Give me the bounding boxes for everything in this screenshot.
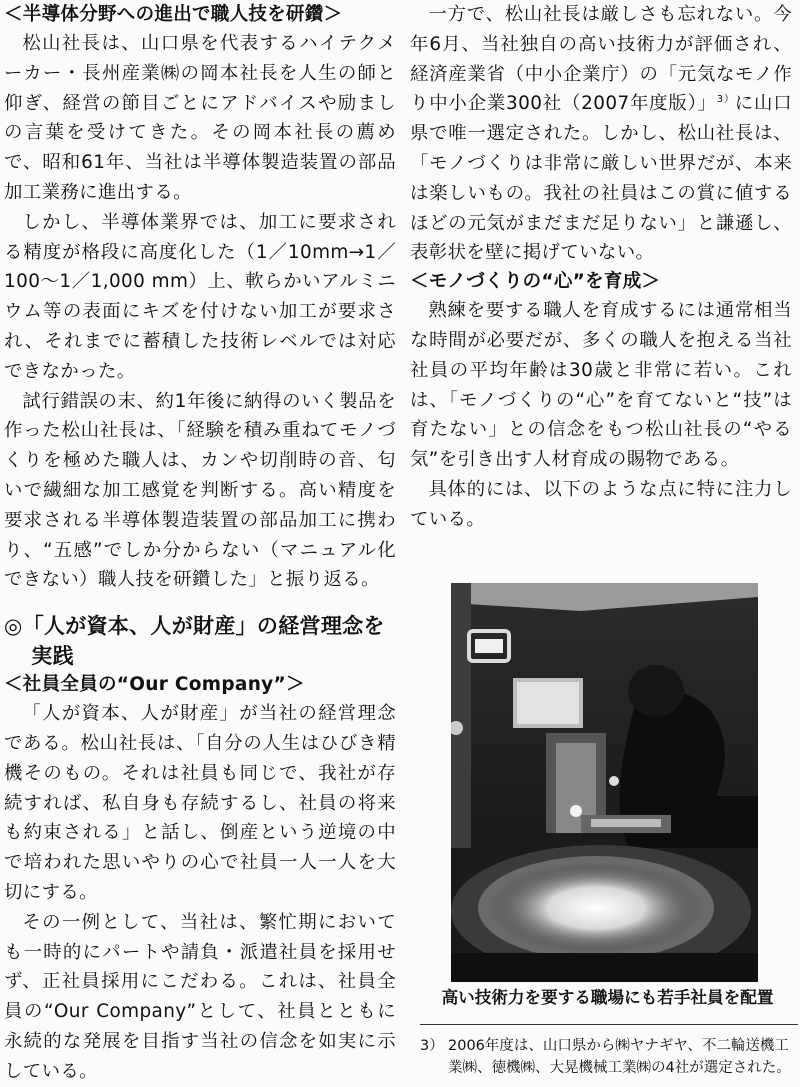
paragraph-precision: しかし、半導体業界では、加工に要求される精度が格段に高度化した（1／10mm→1／100～1／1,000 mm）上、軟らかいアルミニウム等の表面にキズを付けない加工が要求され、それまでに蓄積した技術レベルでは対応できなかった。 bbox=[4, 211, 396, 382]
footnote bbox=[420, 1024, 798, 1079]
heading-our-company: ＜社員全員の“Our Company”＞ bbox=[4, 674, 305, 696]
heading-kokoro: ＜モノづくりの“心”を育成＞ bbox=[410, 271, 661, 293]
paragraph-award bbox=[410, 0, 792, 268]
paragraph-mentor: 松山社長は、山口県を代表するハイテクメーカー・長州産業㈱の岡本社長を人生の師と仰ぎ、経営の節目ごとにアドバイスや励ましの言葉を受けてきた。その岡本社長の薦めで、昭和61年、当社は半導体製造装置の部品加工業務に進出する。 bbox=[4, 33, 396, 203]
right-column bbox=[410, 0, 792, 535]
section-title-philosophy: ◎「人が資本、人が財産」の経営理念を実践 bbox=[4, 614, 385, 669]
award-text-1: 一方で、松山社長は厳しさも忘れない。今年6月、当社独自の高い技術力が評価され、経済産業省（中小企業庁）の「元気なモノ作り中小企業300社（2007年度版）」 bbox=[410, 4, 792, 115]
paragraph-philosophy: 「人が資本、人が財産」が当社の経営理念である。松山社長は、「自分の人生はひびき精機そのもの。それは社員も同じで、我社が存続すれば、私自身も存続するし、社員の将来も約束される」と話し、倒産という逆境の中で培われた思いやりの心で社員一人一人を大切にする。 bbox=[4, 703, 396, 903]
left-column bbox=[4, 0, 396, 1087]
footnote-number: 3） bbox=[420, 1038, 444, 1054]
heading-semiconductor: ＜半導体分野への進出で職人技を研鑽＞ bbox=[4, 4, 343, 25]
paragraph-regular-employees: その一例として、当社は、繁忙期においても一時的にパートや請負・派遣社員を採用せず、正社員採用にこだわる。これは、社員全員の“Our Company”として、社員とともに永続的な発展を目指す当社の信念を如実に示している。 bbox=[4, 911, 396, 1082]
photo-caption: 高い技術力を要する職場にも若手社員を配置 bbox=[441, 988, 774, 1007]
paragraph-focus: 具体的には、以下のような点に特に注力している。 bbox=[410, 478, 792, 530]
paragraph-craftsmanship: 試行錯誤の末、約1年後に納得のいく製品を作った松山社長は、「経験を積み重ねてモノづくりを極めた職人は、カンや切削時の音、匂いで繊細な加工感覚を判断する。高い精度を要求される半導体製造装置の部品加工に携わり、“五感”でしか分からない（マニュアル化できない）職人技を研鑽した」と振り返る。 bbox=[4, 390, 396, 591]
footnote-reference: 3） bbox=[716, 94, 735, 106]
footnote-text: 2006年度は、山口県から㈱ヤナギヤ、不二輪送機工業㈱、徳機㈱、大晃機械工業㈱の4社が選定された。 bbox=[448, 1038, 791, 1076]
workshop-photo bbox=[451, 583, 758, 982]
paragraph-young-staff: 熟練を要する職人を育成するには通常相当な時間が必要だが、多くの職人を抱える当社社員の平均年齢は30歳と非常に若い。これは、「モノづくりの“心”を育てないと“技”は育たない」との信念をもつ松山社長の“やる気”を引き出す人材育成の賜物である。 bbox=[410, 300, 792, 471]
award-text-2: に山口県で唯一選定された。しかし、松山社長は、「モノづくりは非常に厳しい世界だが、本来は楽しいもの。我社の社員はこの賞に値するほどの元気がまだまだ足りない」と謙遜し、表彰状を壁に掲げていない。 bbox=[410, 93, 792, 264]
machinist-at-machine-image bbox=[451, 583, 758, 982]
